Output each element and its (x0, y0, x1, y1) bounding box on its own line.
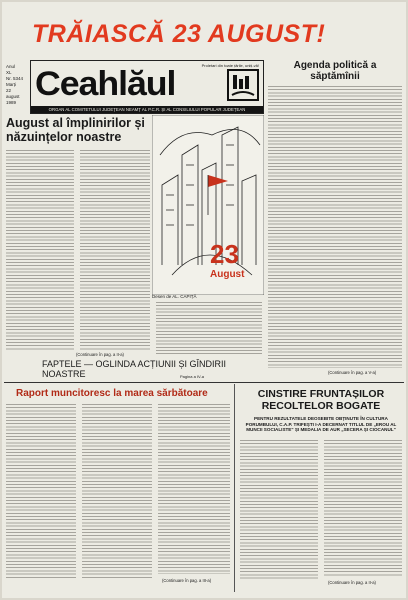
left-article-title: August al împlinirilor și năzuințelor noastre (6, 116, 145, 144)
agenda-continued: (Continuare în pag. a V-a) (328, 370, 377, 375)
issue-info (6, 64, 28, 106)
cinstire-subtitle: PENTRU REZULTATELE DEOSEBITE OBȚINUTE ÎN CULTURA PORUMBULUI, C.A.P. TRIFEȘTI I-A DECERNAT TITLUL DE „EROU AL MUNCII SOCIALISTE" ȘI MEDALIA DE AUR „SECERA ȘI CIOCANUL" (245, 416, 397, 433)
issue-roman: XL (6, 70, 12, 75)
agenda-column (268, 60, 402, 378)
issue-year: Anul (6, 64, 16, 69)
faptele-page-ref: Pagina a IV-a (180, 374, 205, 379)
issue-weekday: Marți (6, 82, 16, 87)
left-article-body-col1 (6, 150, 74, 350)
raport-body-col2 (82, 404, 152, 580)
masthead (30, 60, 264, 114)
cinstire-continued: (Continuare în pag. a II-a) (328, 580, 376, 585)
headline-slogan: TRĂIASCĂ 23 AUGUST! (32, 20, 326, 48)
illustration-number: 23 (210, 239, 239, 269)
masthead-motto: Proletari din toate țările, uniți-vă! (201, 63, 259, 68)
illustration-23-august (152, 115, 264, 295)
issue-year-full: 1989 (6, 100, 17, 105)
cinstire-body-col1 (240, 440, 318, 580)
masthead-title: Ceahlăul (35, 65, 176, 103)
masthead-bar: ORGAN AL COMITETULUI JUDEȚEAN NEAMȚ AL P.C.R. ȘI AL CONSILIULUI POPULAR JUDEȚEAN (31, 106, 263, 113)
left-article (6, 116, 151, 378)
illustration-caption: Desen de AL. CAPIȚĂ (152, 294, 197, 299)
section-divider (4, 382, 404, 383)
center-insert-body (156, 302, 262, 354)
agenda-body-text (268, 86, 402, 368)
issue-month: august (6, 94, 20, 99)
newspaper-page (2, 2, 406, 598)
cinstire-title: CINSTIRE FRUNTAȘILOR RECOLTELOR BOGATE (257, 388, 385, 412)
column-divider (234, 384, 235, 592)
raport-body-col1 (6, 404, 76, 580)
cinstire-body-col2 (324, 440, 402, 576)
issue-number: Nr. 5344 (6, 76, 24, 81)
raport-continued: (Continuare în pag. a III-a) (162, 578, 212, 583)
raport-title: Raport muncitoresc la marea sărbătoare (16, 388, 208, 399)
faptele-title: FAPTELE — OGLINDA ACȚIUNII ȘI GÎNDIRII NOASTRE (42, 359, 227, 379)
left-article-continued: (Continuare în pag. a II-a) (76, 352, 124, 357)
raport-body-col3 (158, 404, 230, 574)
agenda-title: Agenda politică a săptămînii (293, 60, 377, 82)
left-article-body-col2 (80, 150, 150, 350)
masthead-logo-icon (227, 69, 259, 101)
illustration-month: August (210, 269, 245, 280)
issue-day: 22 (6, 88, 12, 93)
